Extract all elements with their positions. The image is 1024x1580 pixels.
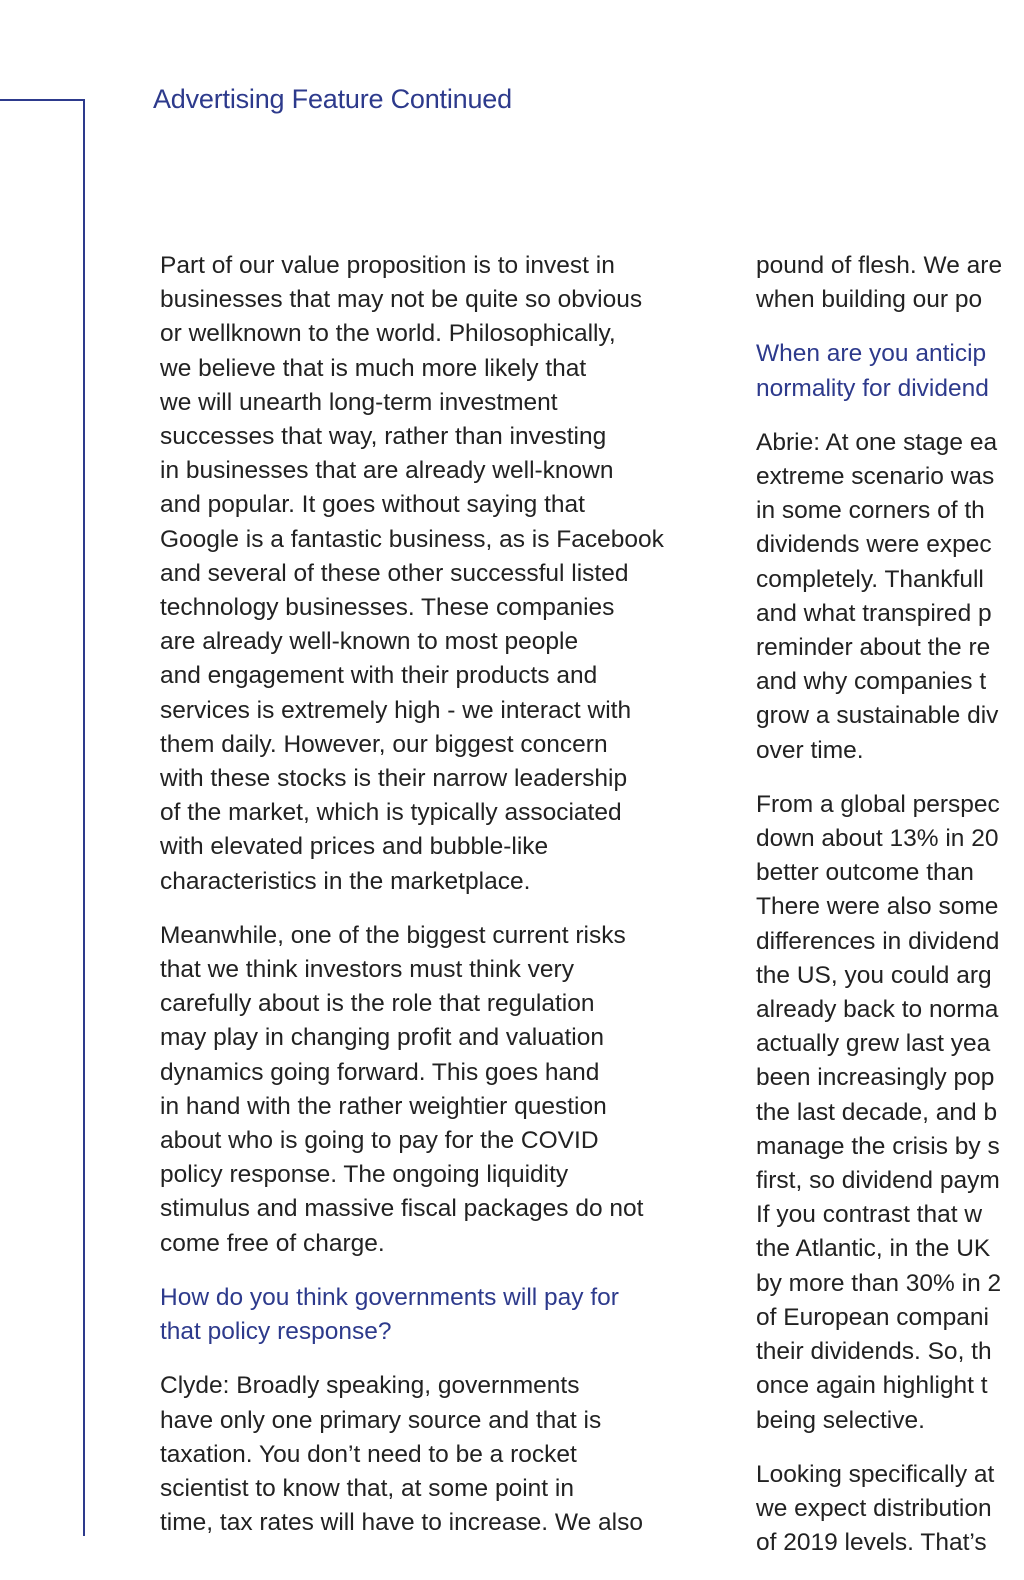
text-line: or wellknown to the world. Philosophically, [160,320,616,348]
text-line: Clyde: Broadly speaking, governments [160,1372,580,1400]
text-line: Meanwhile, one of the biggest current risks [160,921,626,949]
text-line: Abrie: At one stage ea [756,428,998,456]
left-column [160,249,740,1560]
right-paragraph-2 [756,426,1024,768]
right-subheading [756,337,1024,405]
text-line: Google is a fantastic business, as is Facebook [160,525,664,553]
left-paragraph-2 [160,919,740,1261]
text-line: of the market, which is typically associated [160,799,622,827]
text-line: their dividends. So, th [756,1338,992,1366]
text-line: the US, you could arg [756,961,992,989]
text-line: characteristics in the marketplace. [160,867,531,895]
text-line: them daily. However, our biggest concern [160,730,608,758]
text-line: we expect distribution [756,1494,992,1522]
text-line: time, tax rates will have to increase. We also [160,1509,643,1537]
text-line: and what transpired p [756,599,992,627]
text-line: stimulus and massive fiscal packages do not [160,1195,644,1223]
text-line: reminder about the re [756,634,991,662]
text-line: we will unearth long-term investment [160,388,558,416]
text-line: that policy response? [160,1318,392,1346]
text-line: and popular. It goes without saying that [160,491,585,519]
text-line: and engagement with their products and [160,662,598,690]
text-line: with elevated prices and bubble-like [160,833,549,861]
right-paragraph-1 [756,249,1024,317]
right-paragraph-3 [756,788,1024,1438]
text-line: in hand with the rather weightier question [160,1092,607,1120]
text-line: extreme scenario was [756,463,995,491]
right-column [756,249,1024,1580]
text-line: When are you anticip [756,340,987,368]
text-line: policy response. The ongoing liquidity [160,1161,569,1189]
text-line: and several of these other successful listed [160,559,629,587]
left-paragraph-3 [160,1369,740,1540]
text-line: may play in changing profit and valuation [160,1024,605,1052]
text-line: being selective. [756,1406,925,1434]
frame-border-top [0,99,85,101]
text-line: about who is going to pay for the COVID [160,1127,599,1155]
left-subheading [160,1281,740,1349]
text-line: If you contrast that w [756,1201,983,1229]
text-line: are already well-known to most people [160,628,579,656]
text-line: scientist to know that, at some point in [160,1474,574,1502]
text-line: already back to norma [756,996,999,1024]
text-line: From a global perspec [756,790,1000,818]
text-line: we believe that is much more likely that [160,354,587,382]
text-line: Part of our value proposition is to invest in [160,252,615,279]
text-line: dynamics going forward. This goes hand [160,1058,600,1086]
text-line: businesses that may not be quite so obvious [160,286,643,314]
text-line: that we think investors must think very [160,956,574,984]
page-header-title: Advertising Feature Continued [153,84,512,114]
text-line: pound of flesh. We are [756,252,1003,279]
text-line: There were also some [756,893,999,921]
text-line: of 2019 levels. That’s [756,1529,987,1557]
text-line: and why companies t [756,668,987,696]
text-line: dividends were expec [756,531,992,559]
text-line: the last decade, and b [756,1098,998,1126]
text-line: services is extremely high - we interact with [160,696,632,724]
text-line: differences in dividend [756,927,1000,955]
text-line: better outcome than [756,859,974,887]
text-line: actually grew last yea [756,1030,991,1058]
text-line: first, so dividend paym [756,1167,1000,1195]
text-line: by more than 30% in 2 [756,1269,1002,1297]
text-line: the Atlantic, in the UK [756,1235,991,1263]
text-line: normality for dividend [756,374,989,402]
text-line: How do you think governments will pay for [160,1283,619,1311]
text-line: when building our po [756,286,983,314]
text-line: come free of charge. [160,1229,385,1257]
text-line: of European compani [756,1303,989,1331]
text-line: manage the crisis by s [756,1132,1000,1160]
text-line: in businesses that are already well-known [160,457,614,485]
text-line: taxation. You don’t need to be a rocket [160,1440,577,1468]
text-line: carefully about is the role that regulation [160,990,595,1018]
text-line: in some corners of th [756,497,985,525]
left-paragraph-1 [160,249,740,899]
frame-border-side [83,99,85,1536]
text-line: over time. [756,736,864,764]
text-line: Looking specifically at [756,1460,995,1488]
right-paragraph-4 [756,1458,1024,1561]
text-line: completely. Thankfull [756,565,984,593]
text-line: with these stocks is their narrow leadership [160,765,628,793]
text-line: have only one primary source and that is [160,1406,602,1434]
text-line: been increasingly pop [756,1064,995,1092]
text-line: technology businesses. These companies [160,594,615,622]
text-line: down about 13% in 20 [756,825,999,853]
text-line: once again highlight t [756,1372,988,1400]
text-line: grow a sustainable div [756,702,999,730]
text-line: successes that way, rather than investing [160,423,607,451]
